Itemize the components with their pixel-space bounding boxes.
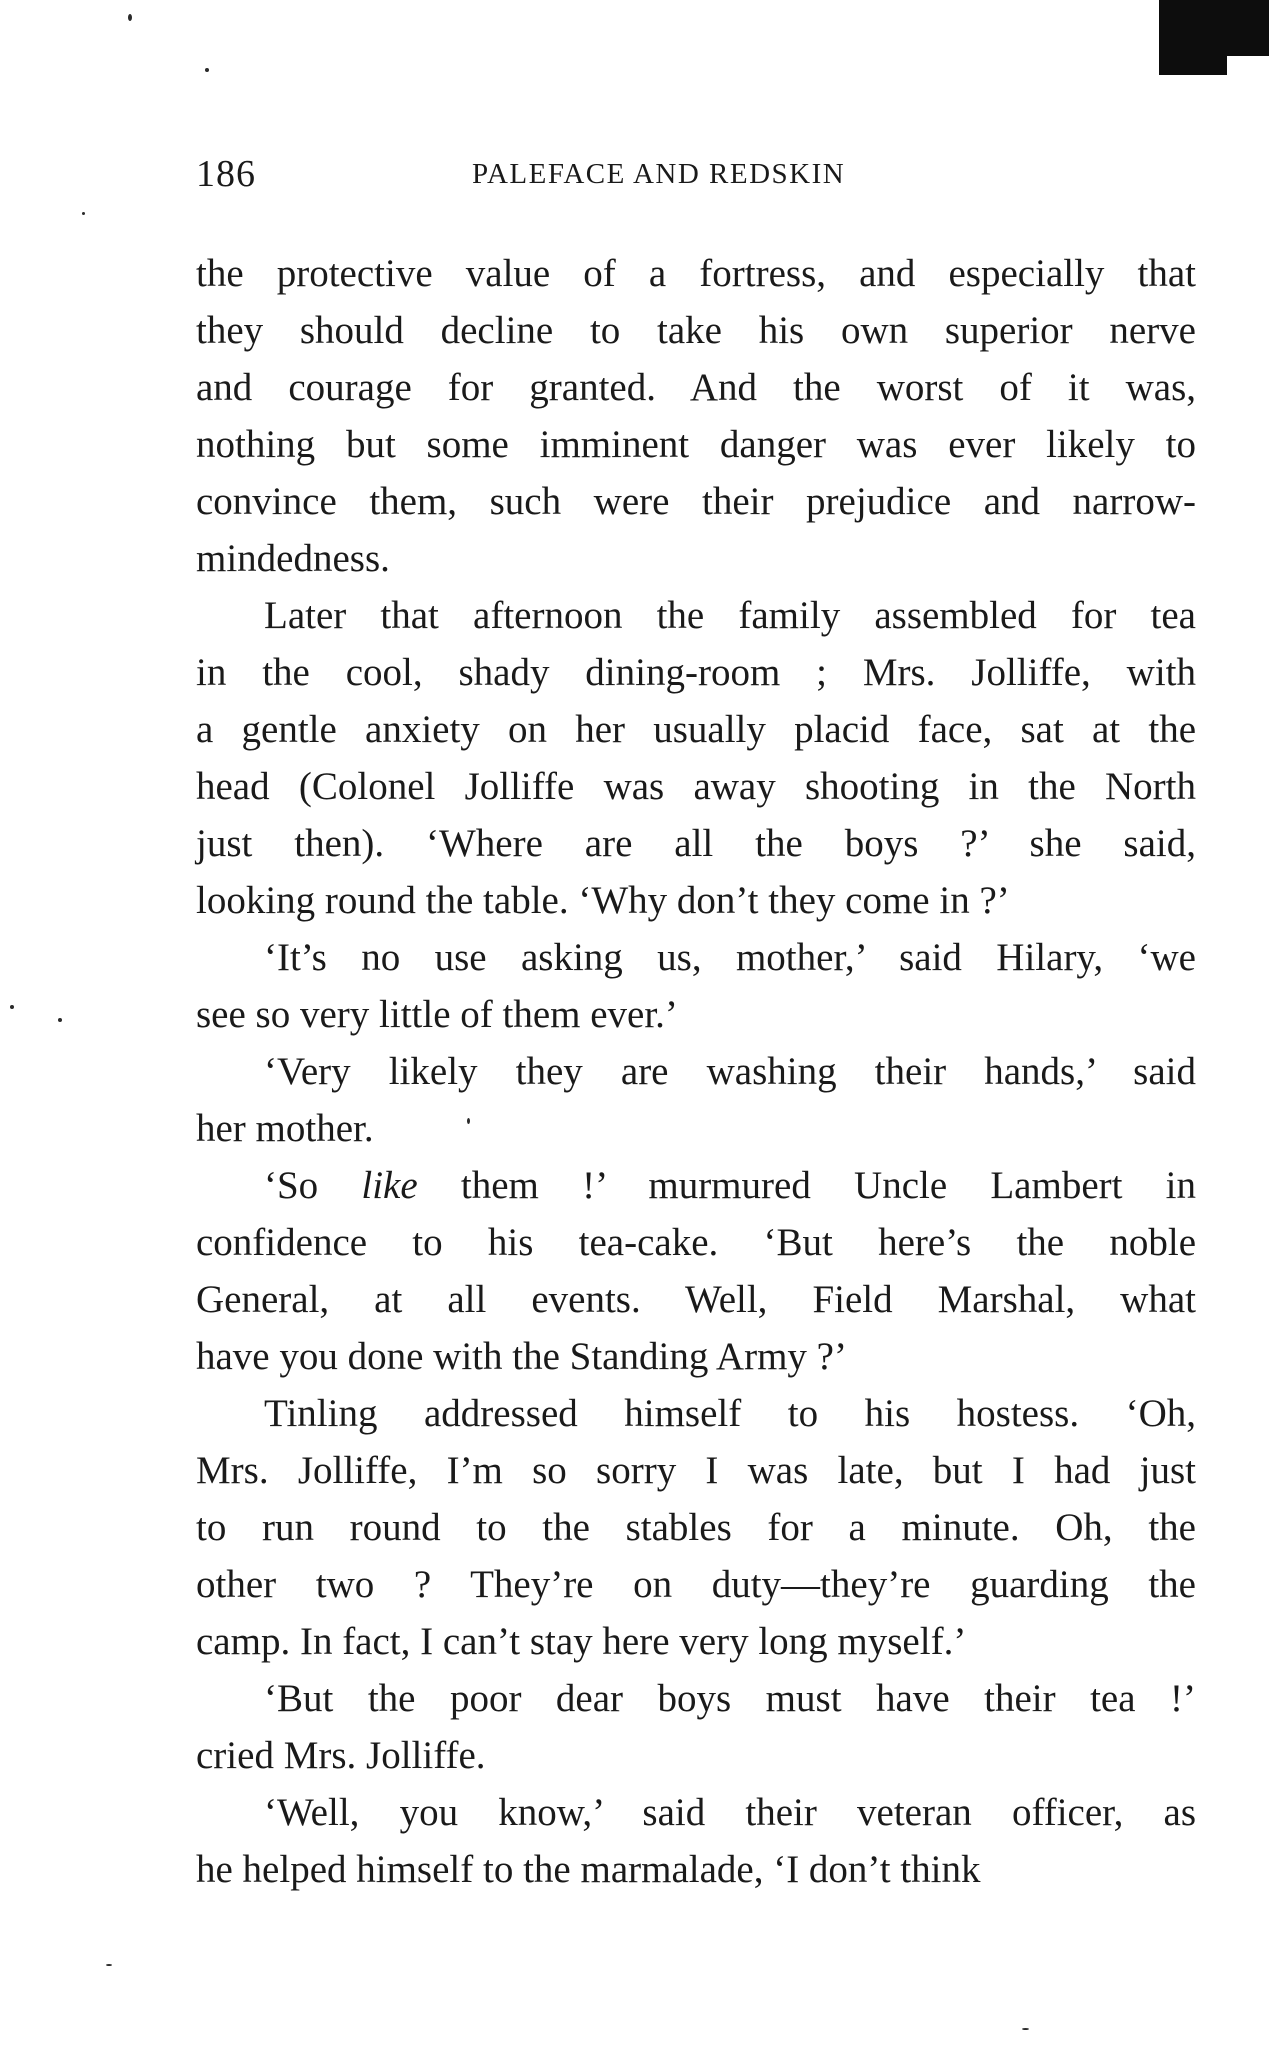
scan-speck <box>1022 2028 1029 2030</box>
scan-speck <box>205 68 209 72</box>
text-line: looking round the table. ‘Why don’t they come in ?’ <box>196 879 1010 922</box>
text-line: ‘But the poor dear boys must have their tea !’ <box>264 1677 1196 1720</box>
text-line: he helped himself to the marmalade, ‘I don’t think <box>196 1848 981 1891</box>
body-text <box>196 245 1196 1898</box>
text-line: Mrs. Jolliffe, I’m so sorry I was late, but I had just <box>196 1449 1196 1492</box>
text-line: her mother. <box>196 1107 374 1150</box>
text-line: ‘It’s no use asking us, mother,’ said Hilary, ‘we <box>264 936 1196 979</box>
scan-speck <box>106 1964 112 1966</box>
text-line: head (Colonel Jolliffe was away shooting in the North <box>196 765 1196 808</box>
text-line: they should decline to take his own superior nerve <box>196 309 1196 352</box>
text-line: Tinling addressed himself to his hostess. ‘Oh, <box>264 1392 1196 1435</box>
text-line: ‘Well, you know,’ said their veteran officer, as <box>264 1791 1196 1834</box>
text-line: see so very little of them ever.’ <box>196 993 678 1036</box>
text-line: ‘Very likely they are washing their hands,’ said <box>264 1050 1196 1093</box>
text-line: General, at all events. Well, Field Marshal, what <box>196 1278 1196 1321</box>
running-title: PALEFACE AND REDSKIN <box>472 158 846 190</box>
text-line: cried Mrs. Jolliffe. <box>196 1734 486 1777</box>
text-line: other two ? They’re on duty—they’re guarding the <box>196 1563 1196 1606</box>
running-head <box>196 152 1196 202</box>
text-line: have you done with the Standing Army ?’ <box>196 1335 847 1378</box>
scan-speck <box>10 1005 14 1009</box>
text-line: a gentle anxiety on her usually placid face, sat at the <box>196 708 1196 751</box>
text-line: camp. In fact, I can’t stay here very long myself.’ <box>196 1620 967 1663</box>
text-line: nothing but some imminent danger was ever likely to <box>196 423 1196 466</box>
text-line: just then). ‘Where are all the boys ?’ she said, <box>196 822 1196 865</box>
page-number: 186 <box>196 153 256 195</box>
scan-speck <box>58 1018 62 1022</box>
text-line: ‘So like them !’ murmured Uncle Lambert in <box>264 1164 1196 1207</box>
text-line: and courage for granted. And the worst of it was, <box>196 366 1196 409</box>
text-line: confidence to his tea-cake. ‘But here’s the noble <box>196 1221 1196 1264</box>
text-line: mindedness. <box>196 537 390 580</box>
text-line: in the cool, shady dining-room ; Mrs. Jolliffe, with <box>196 651 1196 694</box>
text-line: Later that afternoon the family assembled for tea <box>264 594 1196 637</box>
text-line: to run round to the stables for a minute. Oh, the <box>196 1506 1196 1549</box>
scan-speck <box>128 14 132 21</box>
scan-speck <box>82 212 85 215</box>
text-line: convince them, such were their prejudice and narrow- <box>196 480 1196 523</box>
text-line: the protective value of a fortress, and especially that <box>196 252 1196 295</box>
scan-edge-mark <box>1159 0 1269 75</box>
